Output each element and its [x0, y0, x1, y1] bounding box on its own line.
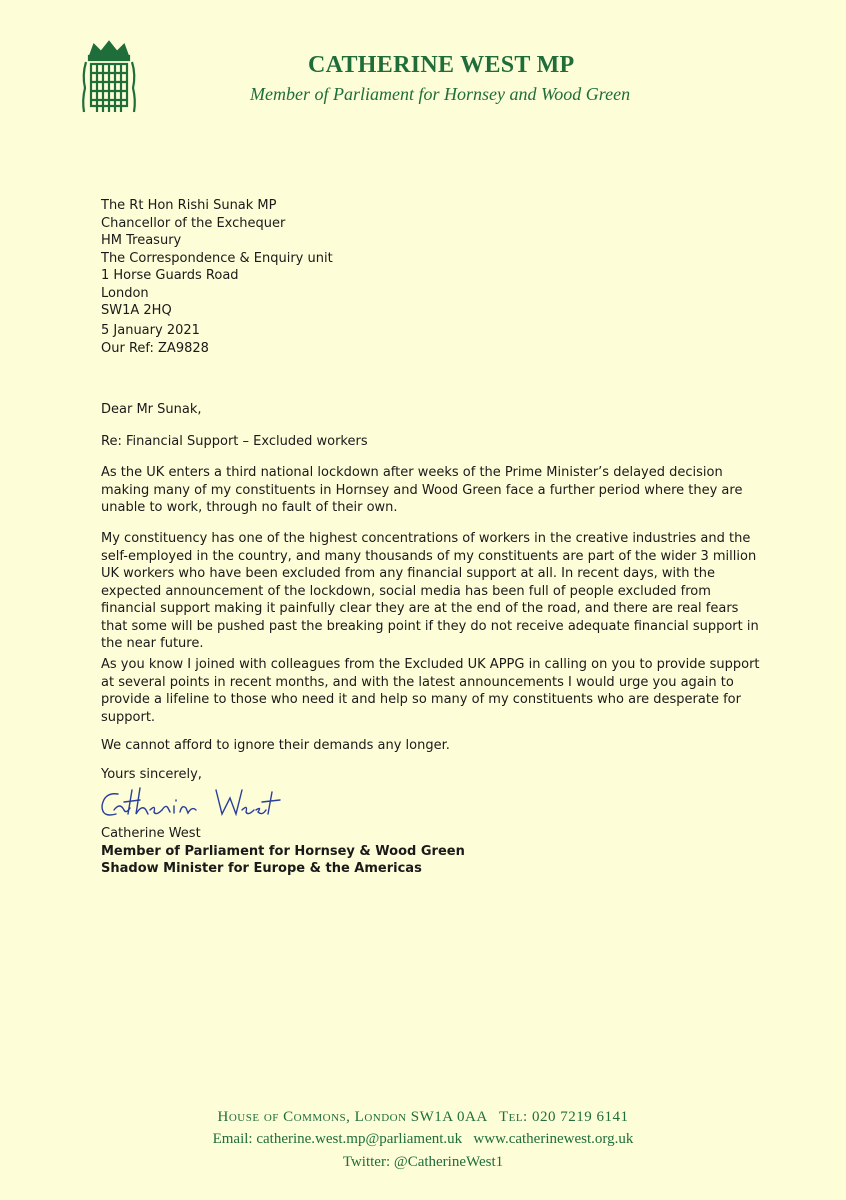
salutation: Dear Mr Sunak, — [101, 402, 202, 417]
address-line: SW1A 2HQ — [101, 303, 172, 318]
letterhead-name: CATHERINE WEST MP — [308, 52, 575, 78]
address-line: London — [101, 285, 149, 301]
footer-twitter[interactable]: Twitter: @CatherineWest1 — [342, 1154, 504, 1170]
subject-line: Re: Financial Support – Excluded workers — [101, 434, 368, 449]
body-paragraph: As the UK enters a third national lockdown after weeks of the Prime Minister’s delayed decision making many of my constituents in Hornsey and Wood Green face a further period where they are unable to work, through no fault of their own. — [101, 465, 743, 515]
address-line: Chancellor of the Exchequer — [101, 215, 286, 231]
footer-address-line — [0, 1109, 846, 1126]
letterhead-subtitle: Member of Parliament for Hornsey and Wood Green — [250, 84, 631, 104]
signer-role: Member of Parliament for Hornsey & Wood Green — [101, 843, 465, 859]
letter-date: 5 January 2021 — [101, 323, 200, 338]
closing-line: We cannot afford to ignore their demands any longer. — [101, 738, 450, 753]
portcullis-crest-icon — [80, 40, 138, 120]
footer-address: House of Commons, London SW1A 0AA — [217, 1109, 488, 1125]
body-paragraph: My constituency has one of the highest concentrations of workers in the creative industries and the self-employed in the country, and many thousands of my constituents are part of the wider 3 million UK workers who have been excluded from any financial support at all. In recent days, with the expected announcement of the lockdown, social media has been full of people excluded from financial support making it painfully clear they are at the end of the road, and there are real fears that some will be pushed past the breaking point if they do not receive adequate financial support in the near future. — [101, 531, 759, 651]
signer-role: Shadow Minister for Europe & the Americas — [101, 861, 422, 876]
signoff: Yours sincerely, — [101, 767, 202, 782]
footer-contact-line — [0, 1131, 846, 1148]
address-line: HM Treasury — [101, 233, 182, 248]
address-line: The Rt Hon Rishi Sunak MP — [101, 198, 277, 213]
signer-name: Catherine West — [101, 826, 201, 841]
footer-website[interactable]: www.catherinewest.org.uk — [473, 1131, 634, 1147]
date-block — [101, 322, 761, 357]
address-line: 1 Horse Guards Road — [101, 268, 239, 283]
footer-tel: Tel: 020 7219 6141 — [498, 1109, 629, 1125]
body-paragraph: As you know I joined with colleagues from the Excluded UK APPG in calling on you to provide support at several points in recent months, and with the latest announcements I would urge you again to provide a lifeline to those who need it and help so many of my constituents who are desperate for support. — [101, 657, 760, 725]
recipient-address — [101, 197, 761, 320]
address-line: The Correspondence & Enquiry unit — [101, 250, 333, 266]
signer-block — [101, 825, 761, 878]
letter-reference: Our Ref: ZA9828 — [101, 340, 209, 356]
handwritten-signature — [96, 780, 286, 828]
footer-email[interactable]: Email: catherine.west.mp@parliament.uk — [212, 1131, 463, 1147]
footer-twitter-line — [0, 1154, 846, 1171]
